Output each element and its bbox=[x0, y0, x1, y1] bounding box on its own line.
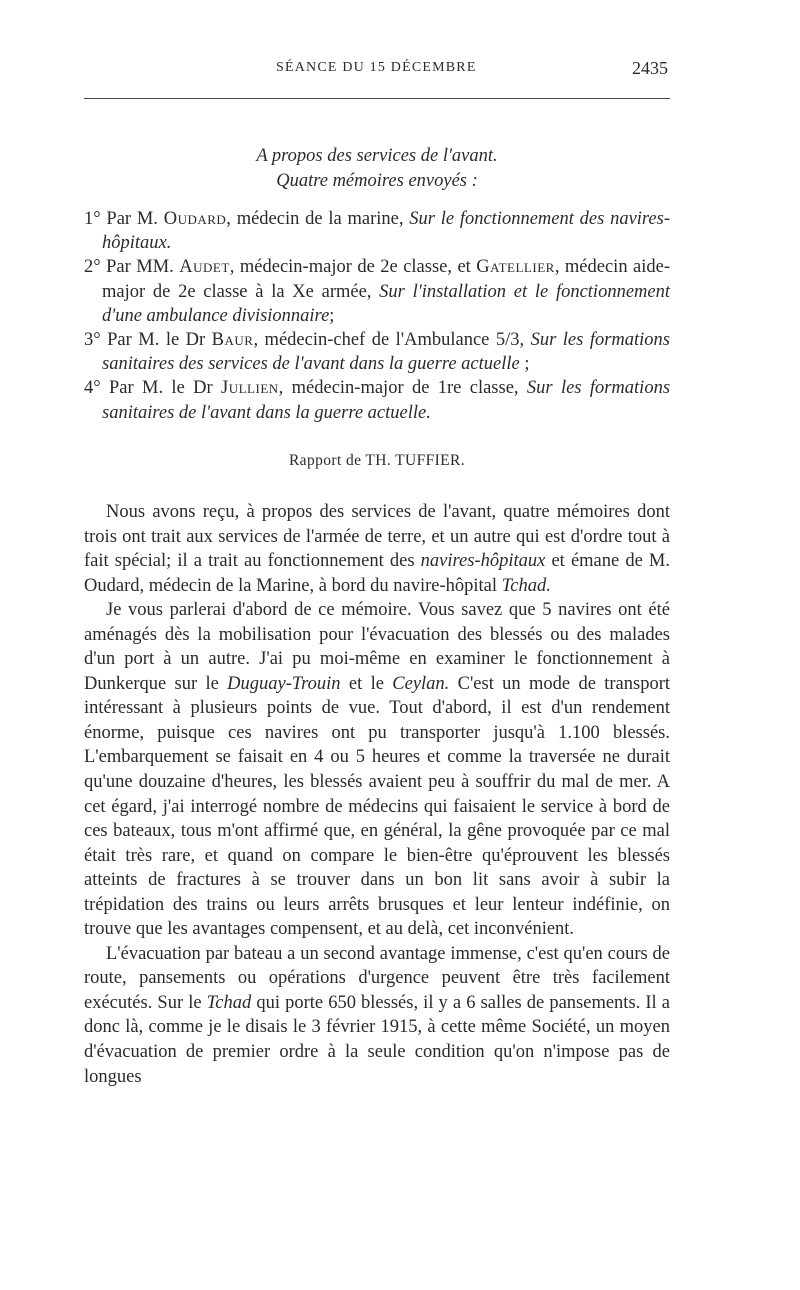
paragraph bbox=[84, 942, 670, 1089]
item-text: , médecin aide-major de 2e classe à la Xe armée, bbox=[102, 257, 671, 302]
item-text: , médecin de la marine, bbox=[226, 209, 410, 229]
paragraph bbox=[84, 598, 670, 942]
paragraph-text: et émane de M. Oudard, médecin de la Marine, à bord du navire-hôpital bbox=[84, 551, 670, 596]
item-number: 1° bbox=[84, 209, 101, 229]
paragraph-text: et le bbox=[340, 673, 393, 694]
header-rule bbox=[84, 98, 670, 99]
memoir-title: Sur les formations sanitaires des services de l'avant dans la guerre actuelle bbox=[102, 330, 670, 375]
report-byline: Rapport de TH. TUFFIER. bbox=[288, 452, 466, 469]
memoir-title: Sur le fonctionnement des navires-hôpitaux. bbox=[102, 209, 671, 254]
item-text: Par M. le Dr bbox=[100, 330, 212, 351]
paragraph-text: Nous avons reçu, à propos des services de l'avant, quatre mémoires dont trois ont trait aux services de l'armée de terre, et un autre qui est d'ordre tout à fait spécial; il a trait au fonctionnement des bbox=[84, 502, 670, 572]
memoir-title: Sur les formations sanitaires de l'avant dans la guerre actuelle. bbox=[102, 378, 671, 423]
section-intro bbox=[84, 144, 670, 194]
author-name: Audet bbox=[179, 257, 230, 278]
author-name: Baur bbox=[211, 330, 254, 351]
item-number: 3° bbox=[84, 330, 101, 351]
emphasis: Ceylan. bbox=[392, 673, 450, 694]
author-name: Jullien bbox=[221, 378, 279, 399]
emphasis: Tchad. bbox=[501, 575, 551, 596]
paragraph-text: Je vous parlerai d'abord de ce mémoire. Vous savez que 5 navires ont été aménagés dès la mobilisation pour l'évacuation des blessés ou des malades d'un port à un autre. J'ai pu moi-même en examiner le fonctionnement à Dunkerque sur le bbox=[84, 600, 670, 694]
author-name: Gatellier bbox=[476, 257, 555, 278]
emphasis: Duguay-Trouin bbox=[227, 673, 341, 694]
paragraph-text: C'est un mode de transport intéressant à plusieurs points de vue. Tout d'abord, il est d'un rendement énorme, puisque ces navires ont pu transporter jusqu'à 1.100 blessés. L'embarquement se faisait en 4 ou 5 heures et comme la traversée ne durait qu'une douzaine d'heures, les blessés avaient peu à souffrir du mal de mer. A cet égard, j'ai interrogé nombre de médecins qui faisaient le service à bord de ces bateaux, tous m'ont affirmé que, en général, la gêne provoquée par ce mal était très rare, et quand on compare le bien-être qu'éprouvent les blessés atteints de fractures à se trouver dans un bon lit sans avoir à subir la trépidation des trains ou leurs arrêts brusques et leur lenteur indéfinie, on trouve que les avantages compensent, et au delà, cet inconvénient. bbox=[84, 673, 670, 940]
paragraph bbox=[84, 500, 670, 598]
item-text: ; bbox=[519, 354, 530, 375]
item-text: Par M. le Dr bbox=[100, 378, 222, 399]
page-number: 2435 bbox=[632, 58, 668, 78]
paragraph-text: L'évacuation par bateau a un second avantage immense, c'est qu'en cours de route, pansements ou opérations d'urgence peuvent être très facilement exécutés. Sur le bbox=[84, 943, 670, 1013]
item-text: ; bbox=[329, 305, 335, 326]
item-text: , médecin-major de 2e classe, et bbox=[229, 257, 477, 278]
item-text: Par MM. bbox=[100, 257, 180, 278]
memoir-list bbox=[84, 207, 670, 425]
memoir-title: Sur l'installation et le fonctionnement d'une ambulance divisionnaire bbox=[102, 281, 670, 326]
list-item bbox=[84, 376, 670, 424]
paragraph-text: qui porte 650 blessés, il y a 6 salles de pansements. Il a donc là, comme je le disais le 3 février 1915, à cette même Société, un moyen d'évacuation de premier ordre à la seule condition qu'on n'impose pas de longues bbox=[84, 992, 670, 1087]
list-item bbox=[84, 255, 670, 328]
report-body bbox=[84, 500, 670, 1089]
author-name: Oudard bbox=[163, 209, 227, 229]
intro-line-1: A propos des services de l'avant. bbox=[256, 146, 498, 166]
item-number: 2° bbox=[84, 257, 101, 278]
document-page bbox=[84, 0, 670, 1290]
item-text: , médecin-chef de l'Ambulance 5/3, bbox=[253, 330, 531, 351]
emphasis: navires-hôpitaux bbox=[420, 551, 546, 572]
item-number: 4° bbox=[84, 378, 101, 399]
intro-line-2: Quatre mémoires envoyés : bbox=[276, 171, 478, 191]
running-head: SÉANCE DU 15 DÉCEMBRE bbox=[276, 60, 477, 75]
page-header bbox=[84, 58, 670, 82]
item-text: Par M. bbox=[100, 209, 164, 229]
item-text: , médecin-major de 1re classe, bbox=[278, 378, 527, 399]
list-item bbox=[84, 328, 670, 376]
emphasis: Tchad bbox=[206, 992, 252, 1013]
list-item bbox=[84, 207, 670, 255]
